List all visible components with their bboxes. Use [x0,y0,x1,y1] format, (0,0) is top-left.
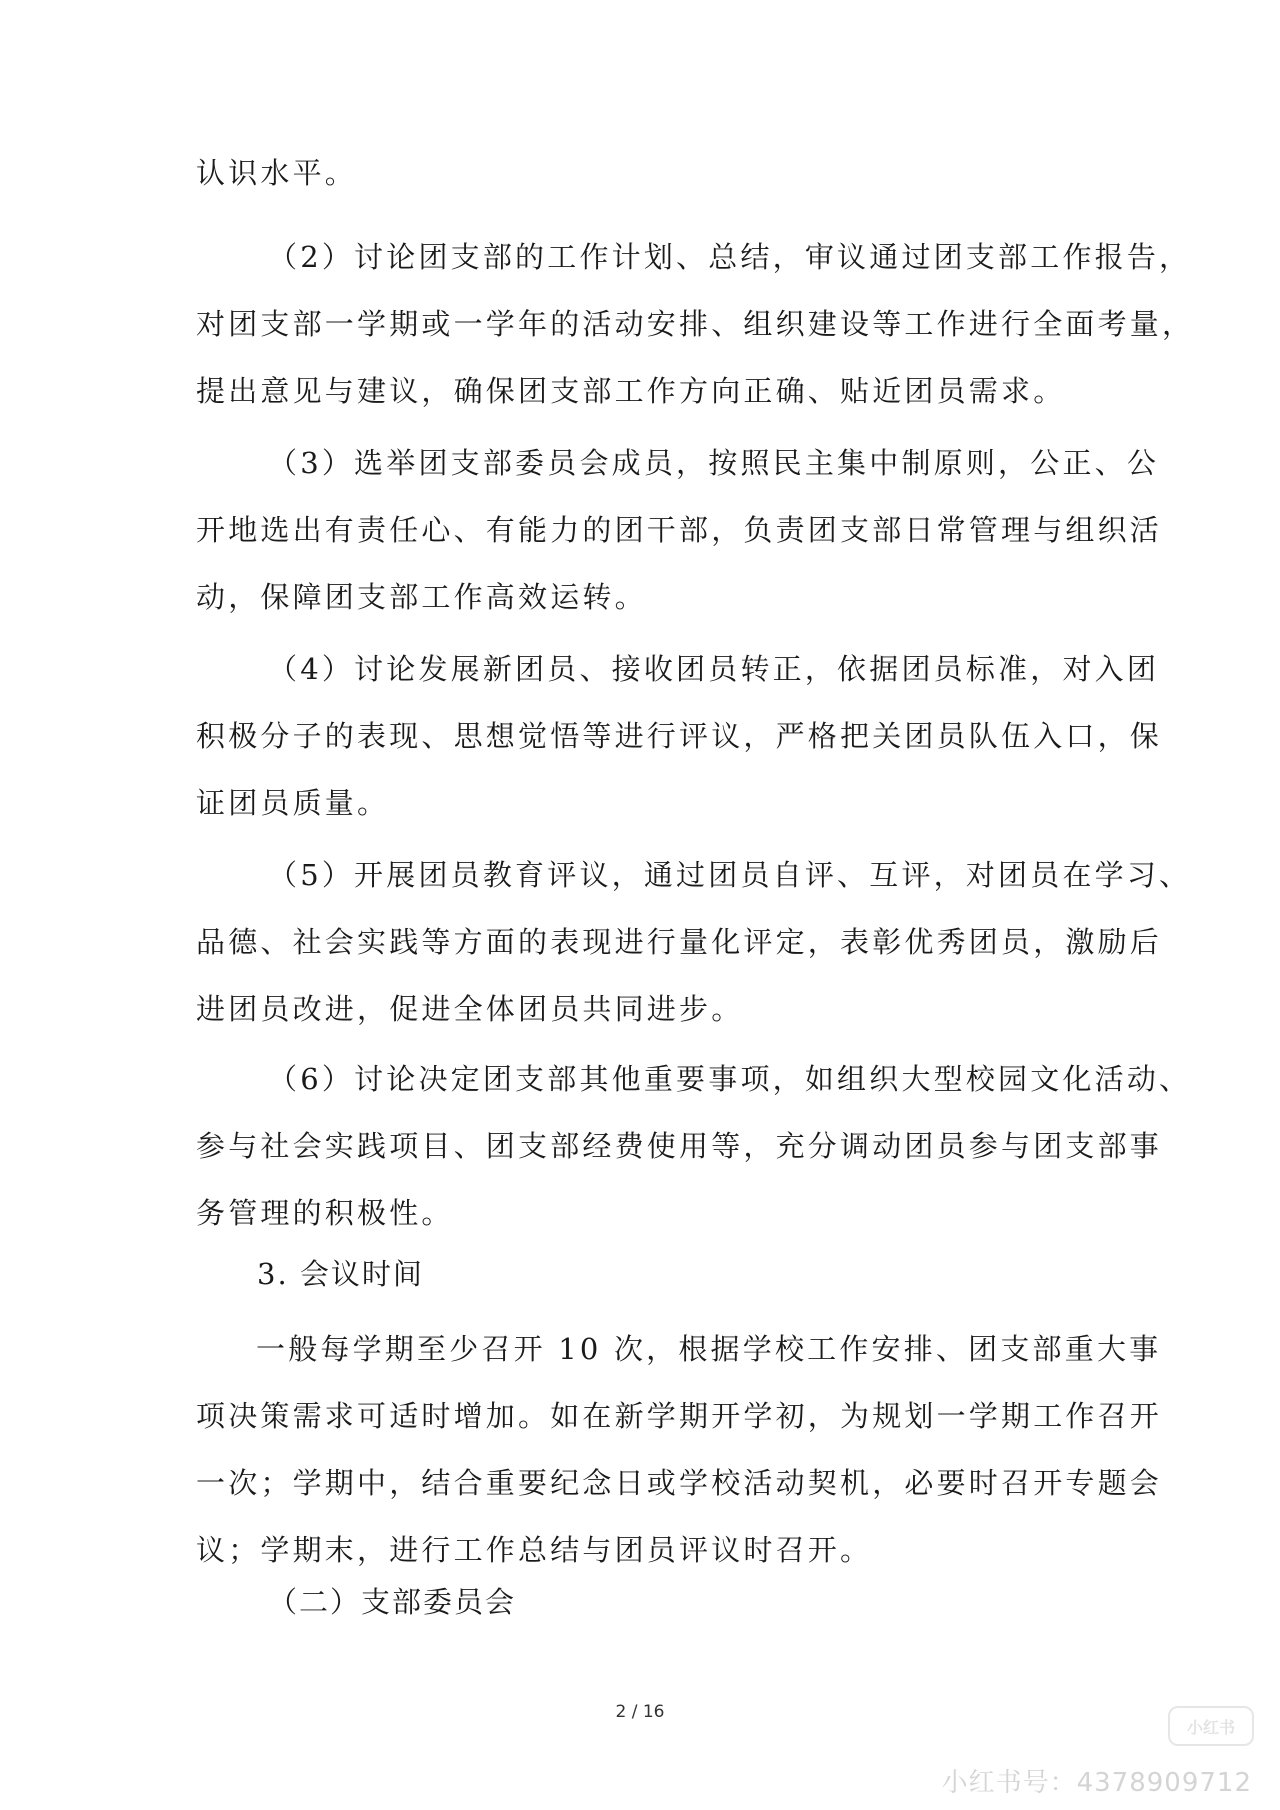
paragraph-line: 项决策需求可适时增加。如在新学期开学初，为规划一学期工作召开 [196,1399,1163,1433]
paragraph-item-2 [196,224,1195,425]
paragraph-line: 议；学期末，进行工作总结与团员评议时召开。 [196,1533,873,1567]
paragraph-item-6 [196,1046,1192,1247]
watermark-id: 小红书号：4378909712 [941,1768,1252,1798]
page-number: 2 / 16 [615,1702,665,1722]
paragraph-1 [196,140,1096,207]
watermark-logo: 小红书 [1168,1706,1254,1746]
paragraph-item-4 [196,636,1163,837]
paragraph-line: 参与社会实践项目、团支部经费使用等，充分调动团员参与团支部事 [196,1129,1163,1163]
paragraph-line: （6）讨论决定团支部其他重要事项，如组织大型校园文化活动、 [268,1062,1192,1096]
paragraph-line: 动，保障团支部工作高效运转。 [196,580,647,614]
paragraph-line: 品德、社会实践等方面的表现进行量化评定，表彰优秀团员，激励后 [196,925,1163,959]
paragraph-line: 证团员质量。 [196,786,390,820]
paragraph-line: （3）选举团支部委员会成员，按照民主集中制原则，公正、公 [268,446,1160,480]
paragraph-line: 开地选出有责任心、有能力的团干部，负责团支部日常管理与组织活 [196,513,1163,547]
paragraph-line: 积极分子的表现、思想觉悟等进行评议，严格把关团员队伍入口，保 [196,719,1163,753]
paragraph-item-5 [196,842,1192,1043]
paragraph-line: 务管理的积极性。 [196,1196,454,1230]
paragraph-line: （2）讨论团支部的工作计划、总结，审议通过团支部工作报告， [268,240,1192,274]
paragraph-item-3 [196,430,1163,631]
paragraph-line: （5）开展团员教育评议，通过团员自评、互评，对团员在学习、 [268,858,1192,892]
paragraph-meeting-time [196,1316,1163,1584]
paragraph-line: 一次；学期中，结合重要纪念日或学校活动契机，必要时召开专题会 [196,1466,1163,1500]
paragraph-line: 认识水平。 [196,156,358,190]
paragraph-line: 提出意见与建议，确保团支部工作方向正确、贴近团员需求。 [196,374,1066,408]
paragraph-line: 进团员改进，促进全体团员共同进步。 [196,992,744,1026]
paragraph-line: 一般每学期至少召开 10 次，根据学校工作安排、团支部重大事 [256,1332,1162,1366]
paragraph-line: （4）讨论发展新团员、接收团员转正，依据团员标准，对入团 [268,652,1160,686]
paragraph-line: 对团支部一学期或一学年的活动安排、组织建设等工作进行全面考量， [196,307,1195,341]
section-heading-committee: （二）支部委员会 [268,1585,517,1619]
section-heading-meeting-time: 3. 会议时间 [257,1257,424,1291]
